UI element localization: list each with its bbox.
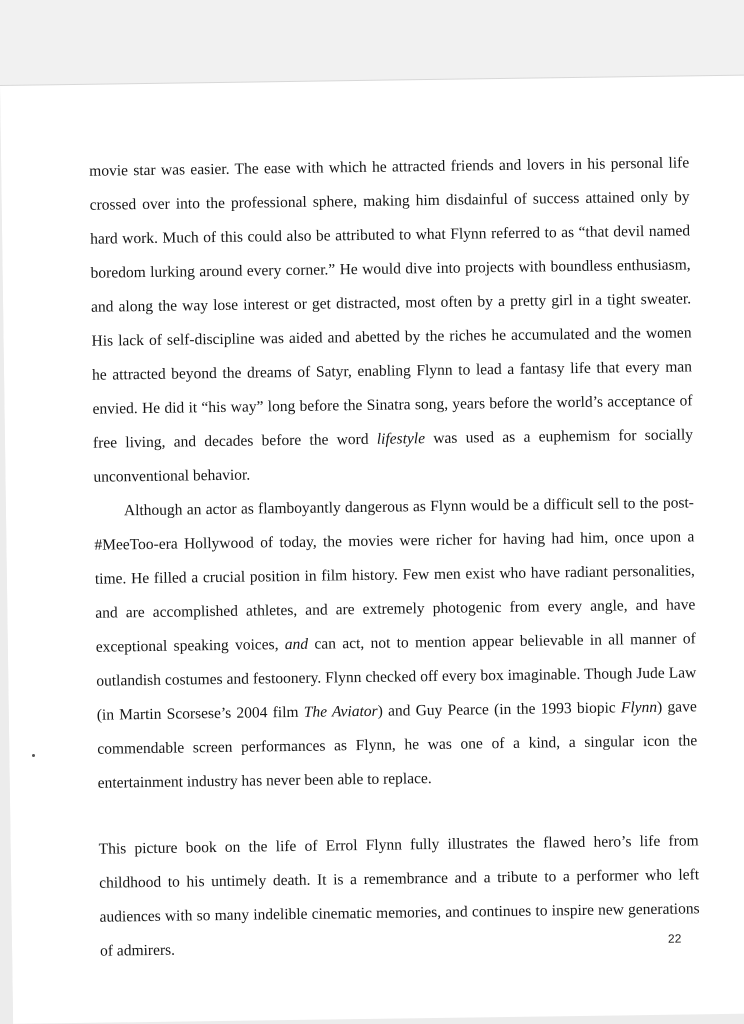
text-segment: movie star was easier. The ease with which he attracted friends and lovers in his personal life crossed over into the professional sphere, making him disdainful of success attained only by hard work. Much of this could also be attributed to what Flynn referred to as “that devil named boredom lurking around every corner.” He would dive into projects with boundless enthusiasm, and along the way lose interest or get distracted, most often by a pretty girl in a tight sweater. His lack of self-discipline was aided and abetted by the riches he accumulated and the women he attracted beyond the dreams of Satyr, enabling Flynn to lead a fantasy life that every man envied. He did it “his way” long before the Sinatra song, years before the world’s acceptance of free living, and decades before the word — [89, 154, 693, 452]
text-segment: was used as a euphemism for socially unconventional behavior. — [93, 426, 694, 486]
scan-background — [0, 0, 744, 88]
italic-emphasis: and — [284, 635, 309, 654]
text-segment: ) and Guy Pearce (in the 1993 biopic — [377, 699, 622, 720]
text-segment: Although an actor as flamboyantly dangerous as Flynn would be a difficult sell to the post-#MeeToo-era Hollywood of today, the movies were richer for having had him, once upon a time. He filled a crucial position in film history. Few men exist who have radiant personalities, and are accomplished athletes, and are extremely photogenic from every angle, and have exceptional speaking voices, — [94, 494, 696, 656]
italic-term: lifestyle — [376, 430, 426, 448]
text-segment: This picture book on the life of Errol Flynn fully illustrates the flawed hero’s life from childhood to his untimely death. It is a remembrance and a tribute to a performer who left audiences with so many indelible cinematic memories, and continues to inspire new generations of admirers. — [98, 832, 700, 960]
paragraph-2 — [94, 486, 698, 800]
paragraph-1 — [89, 146, 694, 494]
film-title: Flynn — [620, 698, 658, 717]
page-number: 22 — [667, 931, 682, 946]
document-page — [0, 76, 744, 1024]
paragraph-3 — [98, 824, 700, 968]
text-segment: ) gave commendable screen performances as Flynn, he was one of a kind, a singular icon the entertainment industry has never been able to replace. — [97, 698, 698, 792]
film-title: The Aviator — [303, 702, 378, 721]
body-text — [89, 146, 700, 968]
scan-speck — [32, 754, 35, 757]
text-segment: can act, not to mention appear believable in all manner of outlandish costumes and festoonery. Flynn checked off every box imaginable. Though Jude Law (in Martin Scorsese’s 2004 film — [96, 630, 697, 724]
